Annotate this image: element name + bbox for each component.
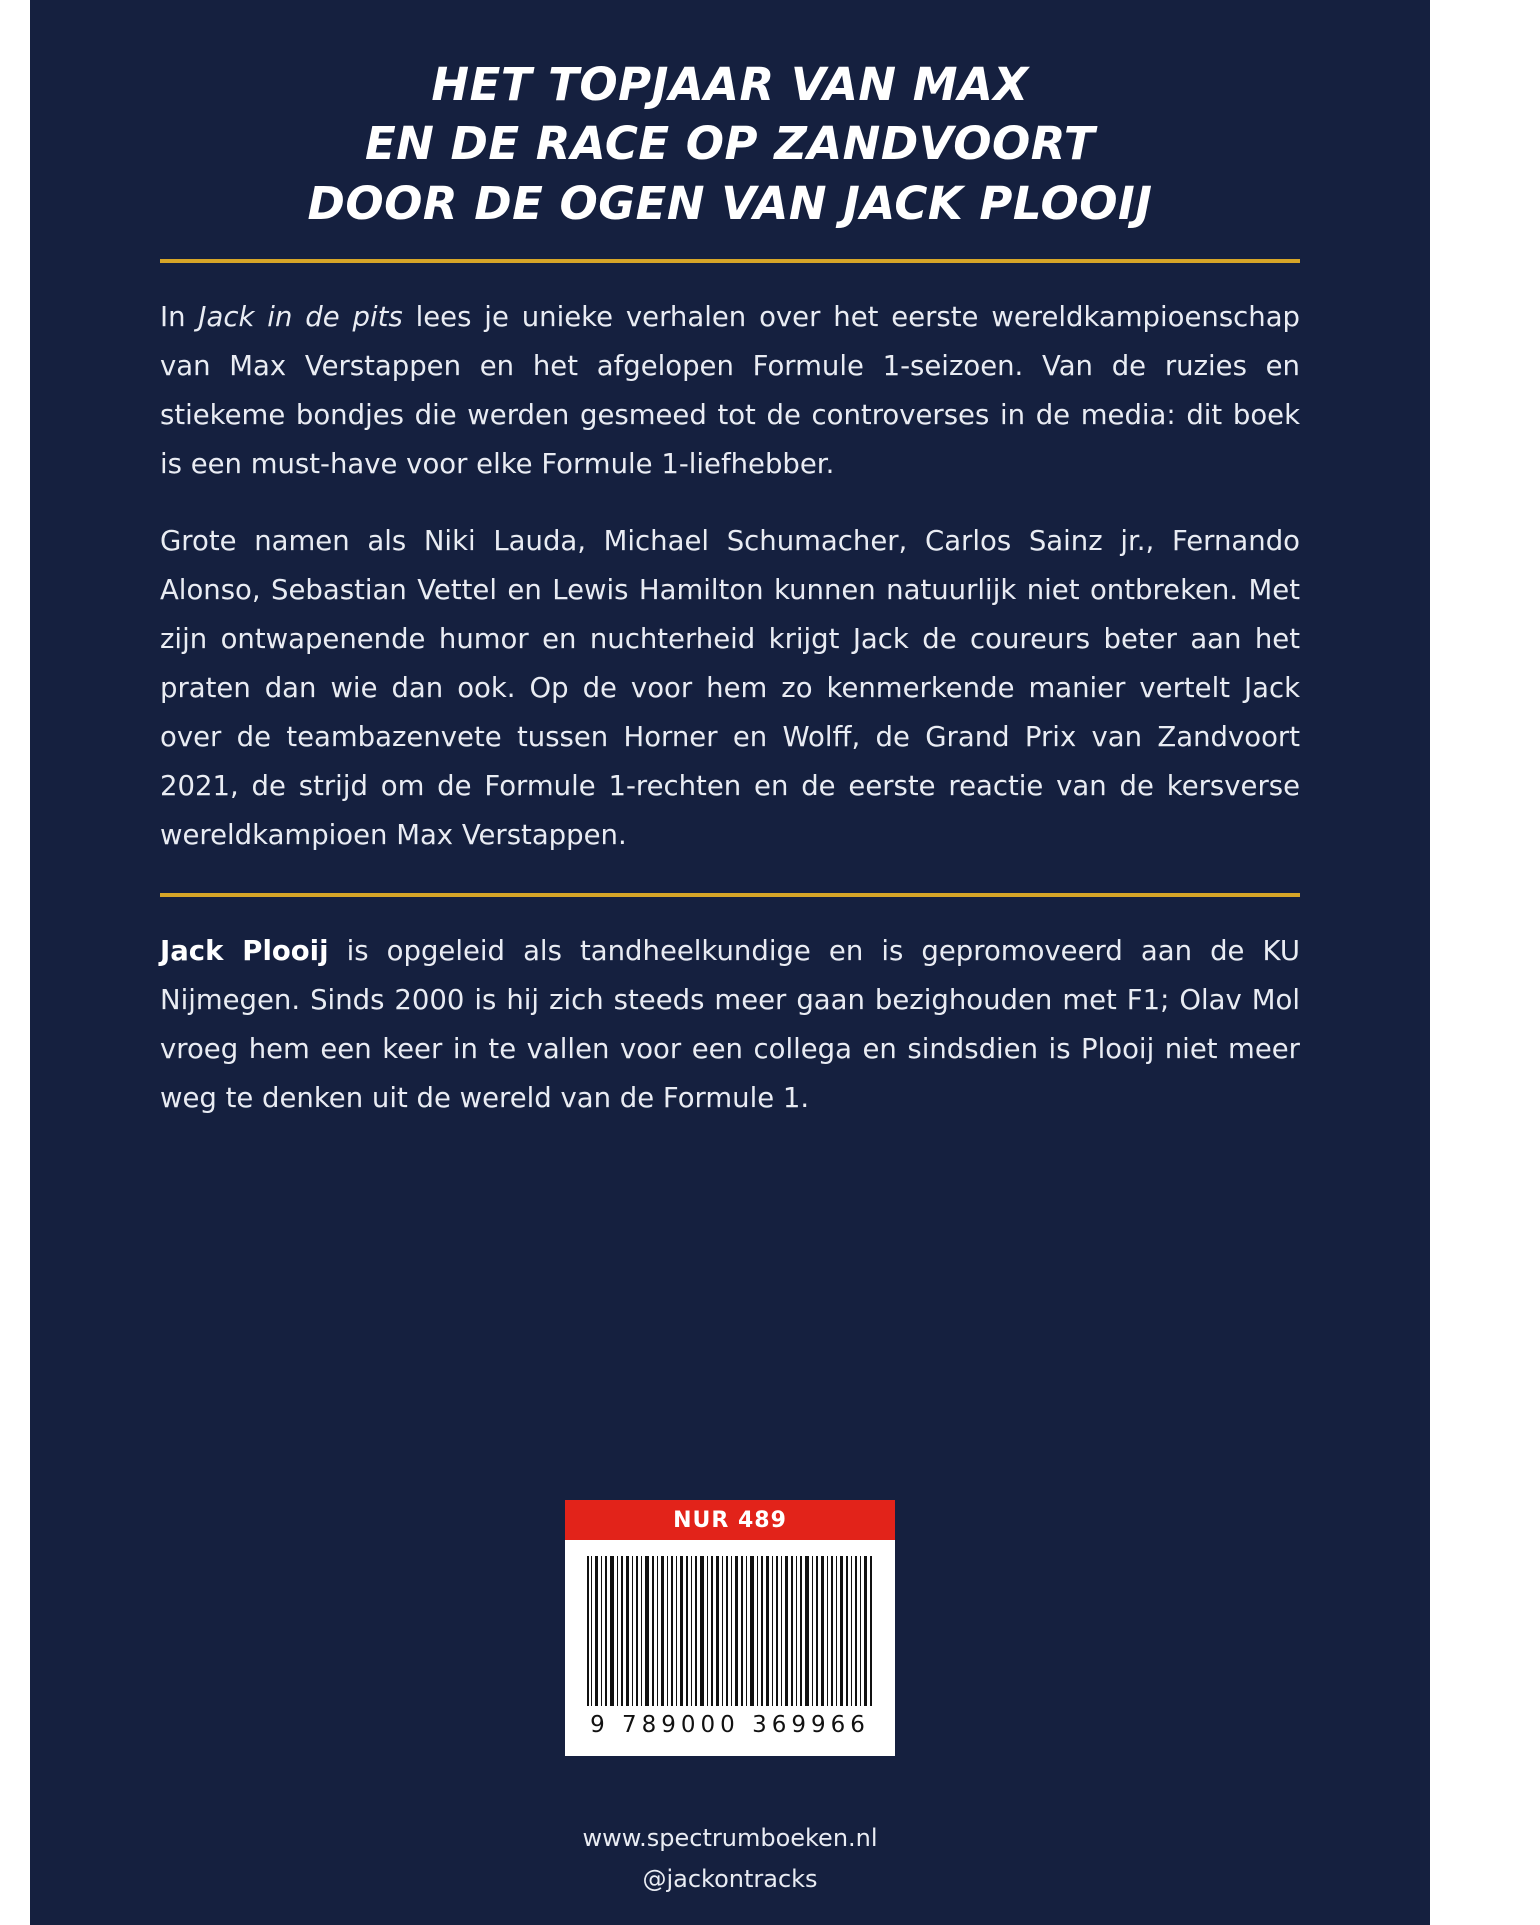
headline-line-3: DOOR DE OGEN VAN JACK PLOOIJ	[307, 176, 1153, 230]
book-cover	[30, 0, 1430, 1925]
author-bio-section	[30, 897, 1430, 1123]
book-title-italic: Jack in de pits	[198, 301, 403, 334]
publisher-website[interactable]: www.spectrumboeken.nl	[582, 1824, 878, 1852]
blurb-p1-post: lees je unieke verhalen over het eerste wereldkampioenschap van Max Verstappen en het afgelopen Formule 1-seizoen. Van de ruzies en stiekeme bondjes die werden gesmeed tot de controverses in de media: dit boek is een must-have voor elke Formule 1-liefhebber.	[160, 301, 1301, 480]
cover-headline	[30, 0, 1430, 233]
barcode-block	[565, 1500, 895, 1756]
barcode-icon	[587, 1556, 873, 1706]
barcode-box	[565, 1540, 895, 1756]
blurb-paragraph-2: Grote namen als Niki Lauda, Michael Schumacher, Carlos Sainz jr., Fernando Alonso, Sebastian Vettel en Lewis Hamilton kunnen natuurlijk niet ontbreken. Met zijn ontwapenende humor en nuchterheid krijgt Jack de coureurs beter aan het praten dan wie dan ook. Op de voor hem zo kenmerkende manier vertelt Jack over de teambazenvete tussen Horner en Wolff, de Grand Prix van Zandvoort 2021, de strijd om de Formule 1-rechten en de eerste reactie van de kersverse wereldkampioen Max Verstappen.	[160, 524, 1300, 851]
author-bio-text: is opgeleid als tandheelkundige en is gepromoveerd aan de KU Nijmegen. Sinds 2000 is hij zich steeds meer gaan bezighouden met F1; Olav Mol vroeg hem een keer in te vallen voor een collega en sindsdien is Plooij niet meer weg te denken uit de wereld van de Formule 1.	[160, 935, 1300, 1115]
blurb-section	[30, 263, 1430, 859]
nur-label: NUR 489	[565, 1500, 895, 1540]
blurb-paragraph-1	[160, 293, 1300, 489]
isbn-digits: 9 789000 369966	[590, 1712, 870, 1738]
headline-line-2: EN DE RACE OP ZANDVOORT	[364, 117, 1096, 171]
author-name: Jack Plooij	[160, 935, 329, 968]
author-bio-paragraph	[160, 927, 1300, 1123]
blurb-p1-pre: In	[160, 301, 199, 334]
social-handle[interactable]: @jackontracks	[642, 1864, 818, 1893]
cover-footer	[30, 1818, 1430, 1900]
headline-line-1: HET TOPJAAR VAN MAX	[431, 58, 1029, 111]
